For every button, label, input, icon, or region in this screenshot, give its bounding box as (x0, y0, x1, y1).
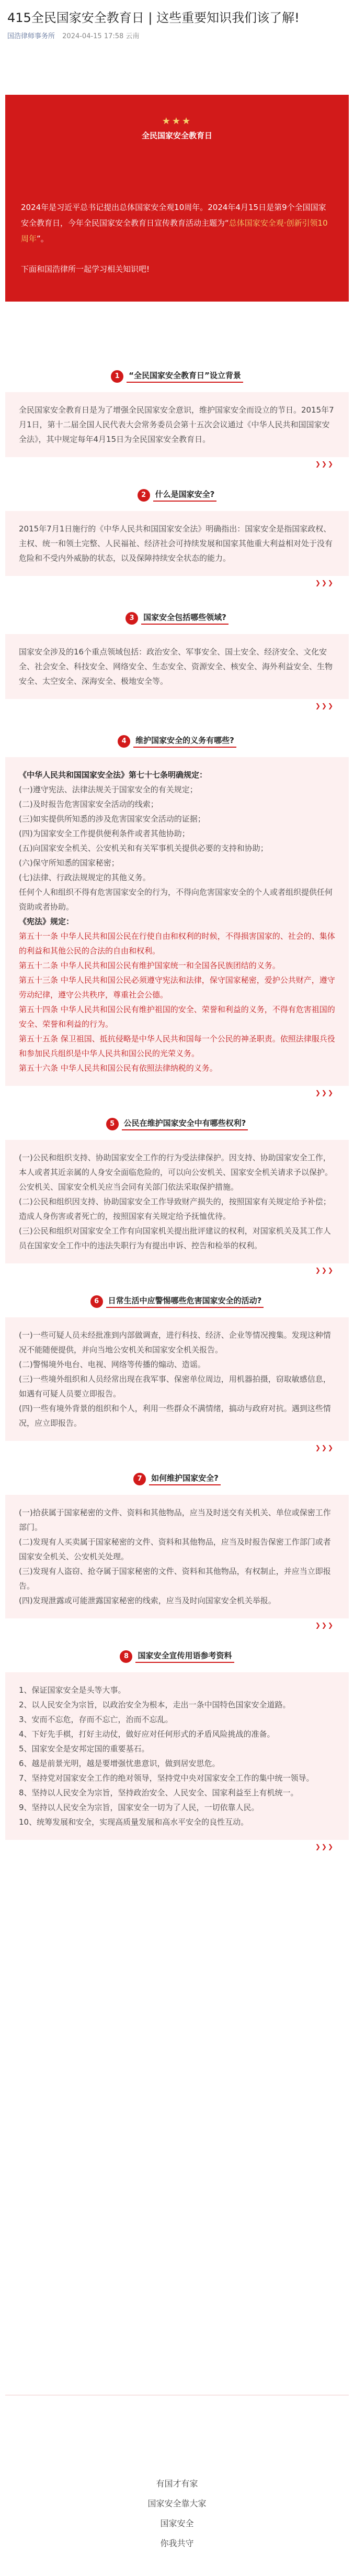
section-content (5, 1317, 349, 1441)
section-line: (一)一些可疑人员未经批准到内部做调查，进行科技、经济、企业等情况搜集。发现这种情况不能随便提供，并向当地公安机关和国家安全机关报告。 (19, 1330, 331, 1354)
section-heading (5, 1117, 349, 1130)
section-line: 9、坚持以人民安全为宗旨，国家安全一切为了人民，一切依靠人民。 (19, 1803, 259, 1812)
section-heading (5, 735, 349, 748)
section-1 (5, 370, 349, 468)
section-line: (四)为国家安全工作提供便利条件或者其他协助； (19, 829, 190, 838)
section-line: (二)及时报告危害国家安全活动的线索； (19, 800, 158, 809)
footer-line-1: 有国才有家 (156, 2479, 198, 2489)
section-content (5, 511, 349, 576)
section-number-badge: 1 (111, 370, 123, 383)
article-header (0, 0, 354, 47)
section-content (5, 757, 349, 1086)
publish-date: 2024-04-15 17:58 (62, 32, 124, 40)
banner-paragraph (21, 199, 333, 247)
section-line: 7、坚持党对国家安全工作的绝对领导，坚持党中央对国家安全工作的集中统一领导。 (19, 1773, 314, 1783)
section-content (5, 1140, 349, 1263)
chevron-decoration-icon: ❯❯❯ (315, 1089, 334, 1096)
footer-line-2: 国家安全靠大家 (147, 2499, 207, 2508)
section-3 (5, 612, 349, 709)
section-line: (一)公民和组织支持、协助国家安全工作的行为受法律保护。因支持、协助国家安全工作，本人或者其近亲属的人身安全面临危险的，可以向公安机关、国家安全机关请求予以保护。公安机关、国家安全机关应当会同有关部门依法采取保护措施。 (19, 1153, 333, 1192)
banner-text: ”。 (37, 234, 49, 243)
section-line: (五)向国家安全机关、公安机关和有关军事机关提供必要的支持和协助； (19, 843, 268, 853)
section-content (5, 1672, 349, 1840)
section-4 (5, 735, 349, 1096)
section-title: 什么是国家安全? (153, 488, 217, 502)
section-heading (5, 370, 349, 383)
banner-head (5, 116, 349, 141)
article-title: 415全民国家安全教育日 | 这些重要知识我们该了解! (7, 10, 300, 25)
section-line: (二)发现有人买卖属于国家秘密的文件、资料和其他物品，应当及时报告保密工作部门或者国家安全机关、公安机关处理。 (19, 1537, 331, 1561)
section-line: 8、坚持以人民安全为宗旨，坚持政治安全、人民安全、国家利益至上有机统一。 (19, 1788, 299, 1797)
section-line: (七)法律、行政法规规定的其他义务。 (19, 873, 151, 882)
section-line: 第五十四条 中华人民共和国公民有维护祖国的安全、荣誉和利益的义务，不得有危害祖国的安全、荣誉和利益的行为。 (19, 1005, 335, 1029)
section-line: 第五十一条 中华人民共和国公民在行使自由和权利的时候，不得损害国家的、社会的、集体的利益和其他公民的合法的自由和权利。 (19, 931, 335, 956)
section-line: (三)公民和组织对国家安全工作有向国家机关提出批评建议的权利，对国家机关及其工作人员在国家安全工作中的违法失职行为有提出申诉、控告和检举的权利。 (19, 1226, 331, 1250)
footer (5, 2395, 349, 2576)
section-title: 国家安全宣传用语参考资料 (135, 1650, 234, 1663)
section-line: (一)遵守宪法、法律法规关于国家安全的有关规定； (19, 785, 198, 794)
banner-theme: 总体国家安全观·创新引领10周年 (21, 218, 328, 243)
section-8 (5, 1650, 349, 1850)
section-line: 全民国家安全教育日是为了增强全民国家安全意识，维护国家安全而设立的节日。2015年7月1日，第十二届全国人民代表大会常务委员会第十五次会议通过《中华人民共和国国家安全法》，其中规定每年4月15日为全民国家安全教育日。 (19, 405, 334, 444)
footer-line-3: 国家安全 (160, 2518, 194, 2528)
section-line: 第五十三条 中华人民共和国公民必须遵守宪法和法律，保守国家秘密，爱护公共财产，遵守劳动纪律，遵守公共秩序，尊重社会公德。 (19, 975, 335, 1000)
section-line: 《中华人民共和国国家安全法》第七十七条明确规定： (19, 770, 208, 780)
section-number-badge: 8 (120, 1650, 132, 1663)
article-meta (7, 30, 347, 40)
section-heading (5, 612, 349, 625)
section-title: 维护国家安全的义务有哪些? (133, 735, 236, 748)
section-line: 国家安全涉及的16个重点领域包括：政治安全、军事安全、国土安全、经济安全、文化安全、社会安全、科技安全、网络安全、生态安全、资源安全、核安全、海外利益安全、生物安全、太空安全、深海安全、极地安全等。 (19, 647, 333, 686)
footer-line-4: 你我共守 (160, 2538, 194, 2548)
chevron-decoration-icon: ❯❯❯ (315, 460, 334, 468)
chevron-decoration-icon: ❯❯❯ (315, 579, 334, 586)
section-number-badge: 6 (90, 1295, 103, 1308)
hero-banner (5, 95, 349, 302)
section-line: 4、下好先手棋，打好主动仗，做好应对任何形式的矛盾风险挑战的准备。 (19, 1729, 275, 1739)
banner-title: 全民国家安全教育日 (141, 131, 212, 140)
section-line: 3、安而不忘危，存而不忘亡，治而不忘乱。 (19, 1715, 173, 1724)
section-line: 第五十五条 保卫祖国、抵抗侵略是中华人民共和国每一个公民的神圣职责。依照法律服兵役和参加民兵组织是中华人民共和国公民的光荣义务。 (19, 1034, 335, 1058)
section-number-badge: 5 (106, 1118, 119, 1130)
section-title: 日常生活中应警惕哪些危害国家安全的活动? (106, 1295, 264, 1308)
section-heading (5, 1295, 349, 1308)
section-line: (二)警惕境外电台、电视、网络等传播的煽动、造谣。 (19, 1360, 205, 1369)
section-line: 5、国家安全是安邦定国的重要基石。 (19, 1744, 150, 1753)
section-line: 2、以人民安全为宗旨，以政治安全为根本，走出一条中国特色国家安全道路。 (19, 1700, 291, 1709)
section-line: 任何个人和组织不得有危害国家安全的行为，不得向危害国家安全的个人或者组织提供任何资助或者协助。 (19, 887, 333, 912)
section-2 (5, 488, 349, 586)
section-line: 10、统筹发展和安全，实现高质量发展和高水平安全的良性互动。 (19, 1817, 249, 1827)
section-line: 第五十六条 中华人民共和国公民有依照法律纳税的义务。 (19, 1063, 218, 1073)
chevron-decoration-icon: ❯❯❯ (315, 1843, 334, 1850)
section-heading (5, 1472, 349, 1485)
section-6 (5, 1295, 349, 1451)
section-line: 《宪法》规定： (19, 917, 74, 926)
section-heading (5, 488, 349, 502)
article-body (0, 370, 354, 1850)
section-title: 公民在维护国家安全中有哪些权利? (122, 1117, 248, 1130)
section-line: (三)发现有人盗窃、抢夺属于国家秘密的文件、资料和其他物品，有权制止，并应当立即报告。 (19, 1567, 331, 1591)
banner-text: 2024年是习近平总书记提出总体国家安全观10周年。2024年4月15日是第9个全国国家安全教育日，今年全民国家安全教育日宣传教育活动主题为“ (21, 203, 326, 228)
banner-paragraph-2: 下面和国浩律所一起学习相关知识吧! (21, 264, 150, 274)
section-number-badge: 2 (138, 489, 150, 502)
section-line: 第五十二条 中华人民共和国公民有维护国家统一和全国各民族团结的义务。 (19, 961, 280, 970)
section-line: 2015年7月1日施行的《中华人民共和国国家安全法》明确指出：国家安全是指国家政权、主权、统一和领土完整、人民福祉、经济社会可持续发展和国家其他重大利益相对处于没有危险和不受内外威胁的状态，以及保障持续安全状态的能力。 (19, 524, 333, 563)
section-content (5, 392, 349, 457)
author-link[interactable]: 国浩律师事务所 (7, 32, 55, 40)
star-icon: ★★★ (162, 116, 192, 127)
section-content (5, 1495, 349, 1618)
section-5 (5, 1117, 349, 1274)
chevron-decoration-icon: ❯❯❯ (315, 1267, 334, 1274)
section-line: (二)公民和组织因支持、协助国家安全工作导致财产损失的，按照国家有关规定给予补偿；造成人身伤害或者死亡的，按照国家有关规定给予抚恤优待。 (19, 1197, 331, 1221)
section-line: 1、保证国家安全是头等大事。 (19, 1685, 126, 1695)
section-line: (六)保守所知悉的国家秘密； (19, 858, 119, 868)
section-heading (5, 1650, 349, 1663)
chevron-decoration-icon: ❯❯❯ (315, 1444, 334, 1451)
section-line: (四)发现泄露或可能泄露国家秘密的线索，应当及时向国家安全机关举报。 (19, 1596, 276, 1605)
section-title: 国家安全包括哪些领域? (141, 612, 229, 625)
section-line: (三)如实提供所知悉的涉及危害国家安全活动的证据； (19, 814, 205, 824)
chevron-decoration-icon: ❯❯❯ (315, 702, 334, 709)
section-number-badge: 4 (118, 735, 130, 748)
chevron-decoration-icon: ❯❯❯ (315, 1622, 334, 1629)
section-line: (四)一些有境外背景的组织和个人，利用一些群众不满情绪，搞动与政府对抗。遇到这些情况，应立即报告。 (19, 1404, 331, 1428)
section-content (5, 634, 349, 699)
section-title: “全民国家安全教育日”设立背景 (127, 370, 243, 383)
section-7 (5, 1472, 349, 1629)
section-title: 如何维护国家安全? (149, 1472, 221, 1485)
section-line: (三)一些境外组织和人员经常出现在我军事、保密单位周边，用机器拍摄，窃取敏感信息，如遇有可疑人员要立即报告。 (19, 1374, 331, 1398)
section-number-badge: 7 (133, 1473, 146, 1485)
section-line: (一)拾获属于国家秘密的文件、资料和其他物品，应当及时送交有关机关、单位或保密工作部门。 (19, 1508, 331, 1532)
banner-body (21, 199, 333, 277)
publish-location: 云南 (125, 32, 140, 40)
section-line: 6、越是前景光明，越是要增强忧患意识，做到居安思危。 (19, 1759, 220, 1768)
section-number-badge: 3 (125, 612, 138, 625)
